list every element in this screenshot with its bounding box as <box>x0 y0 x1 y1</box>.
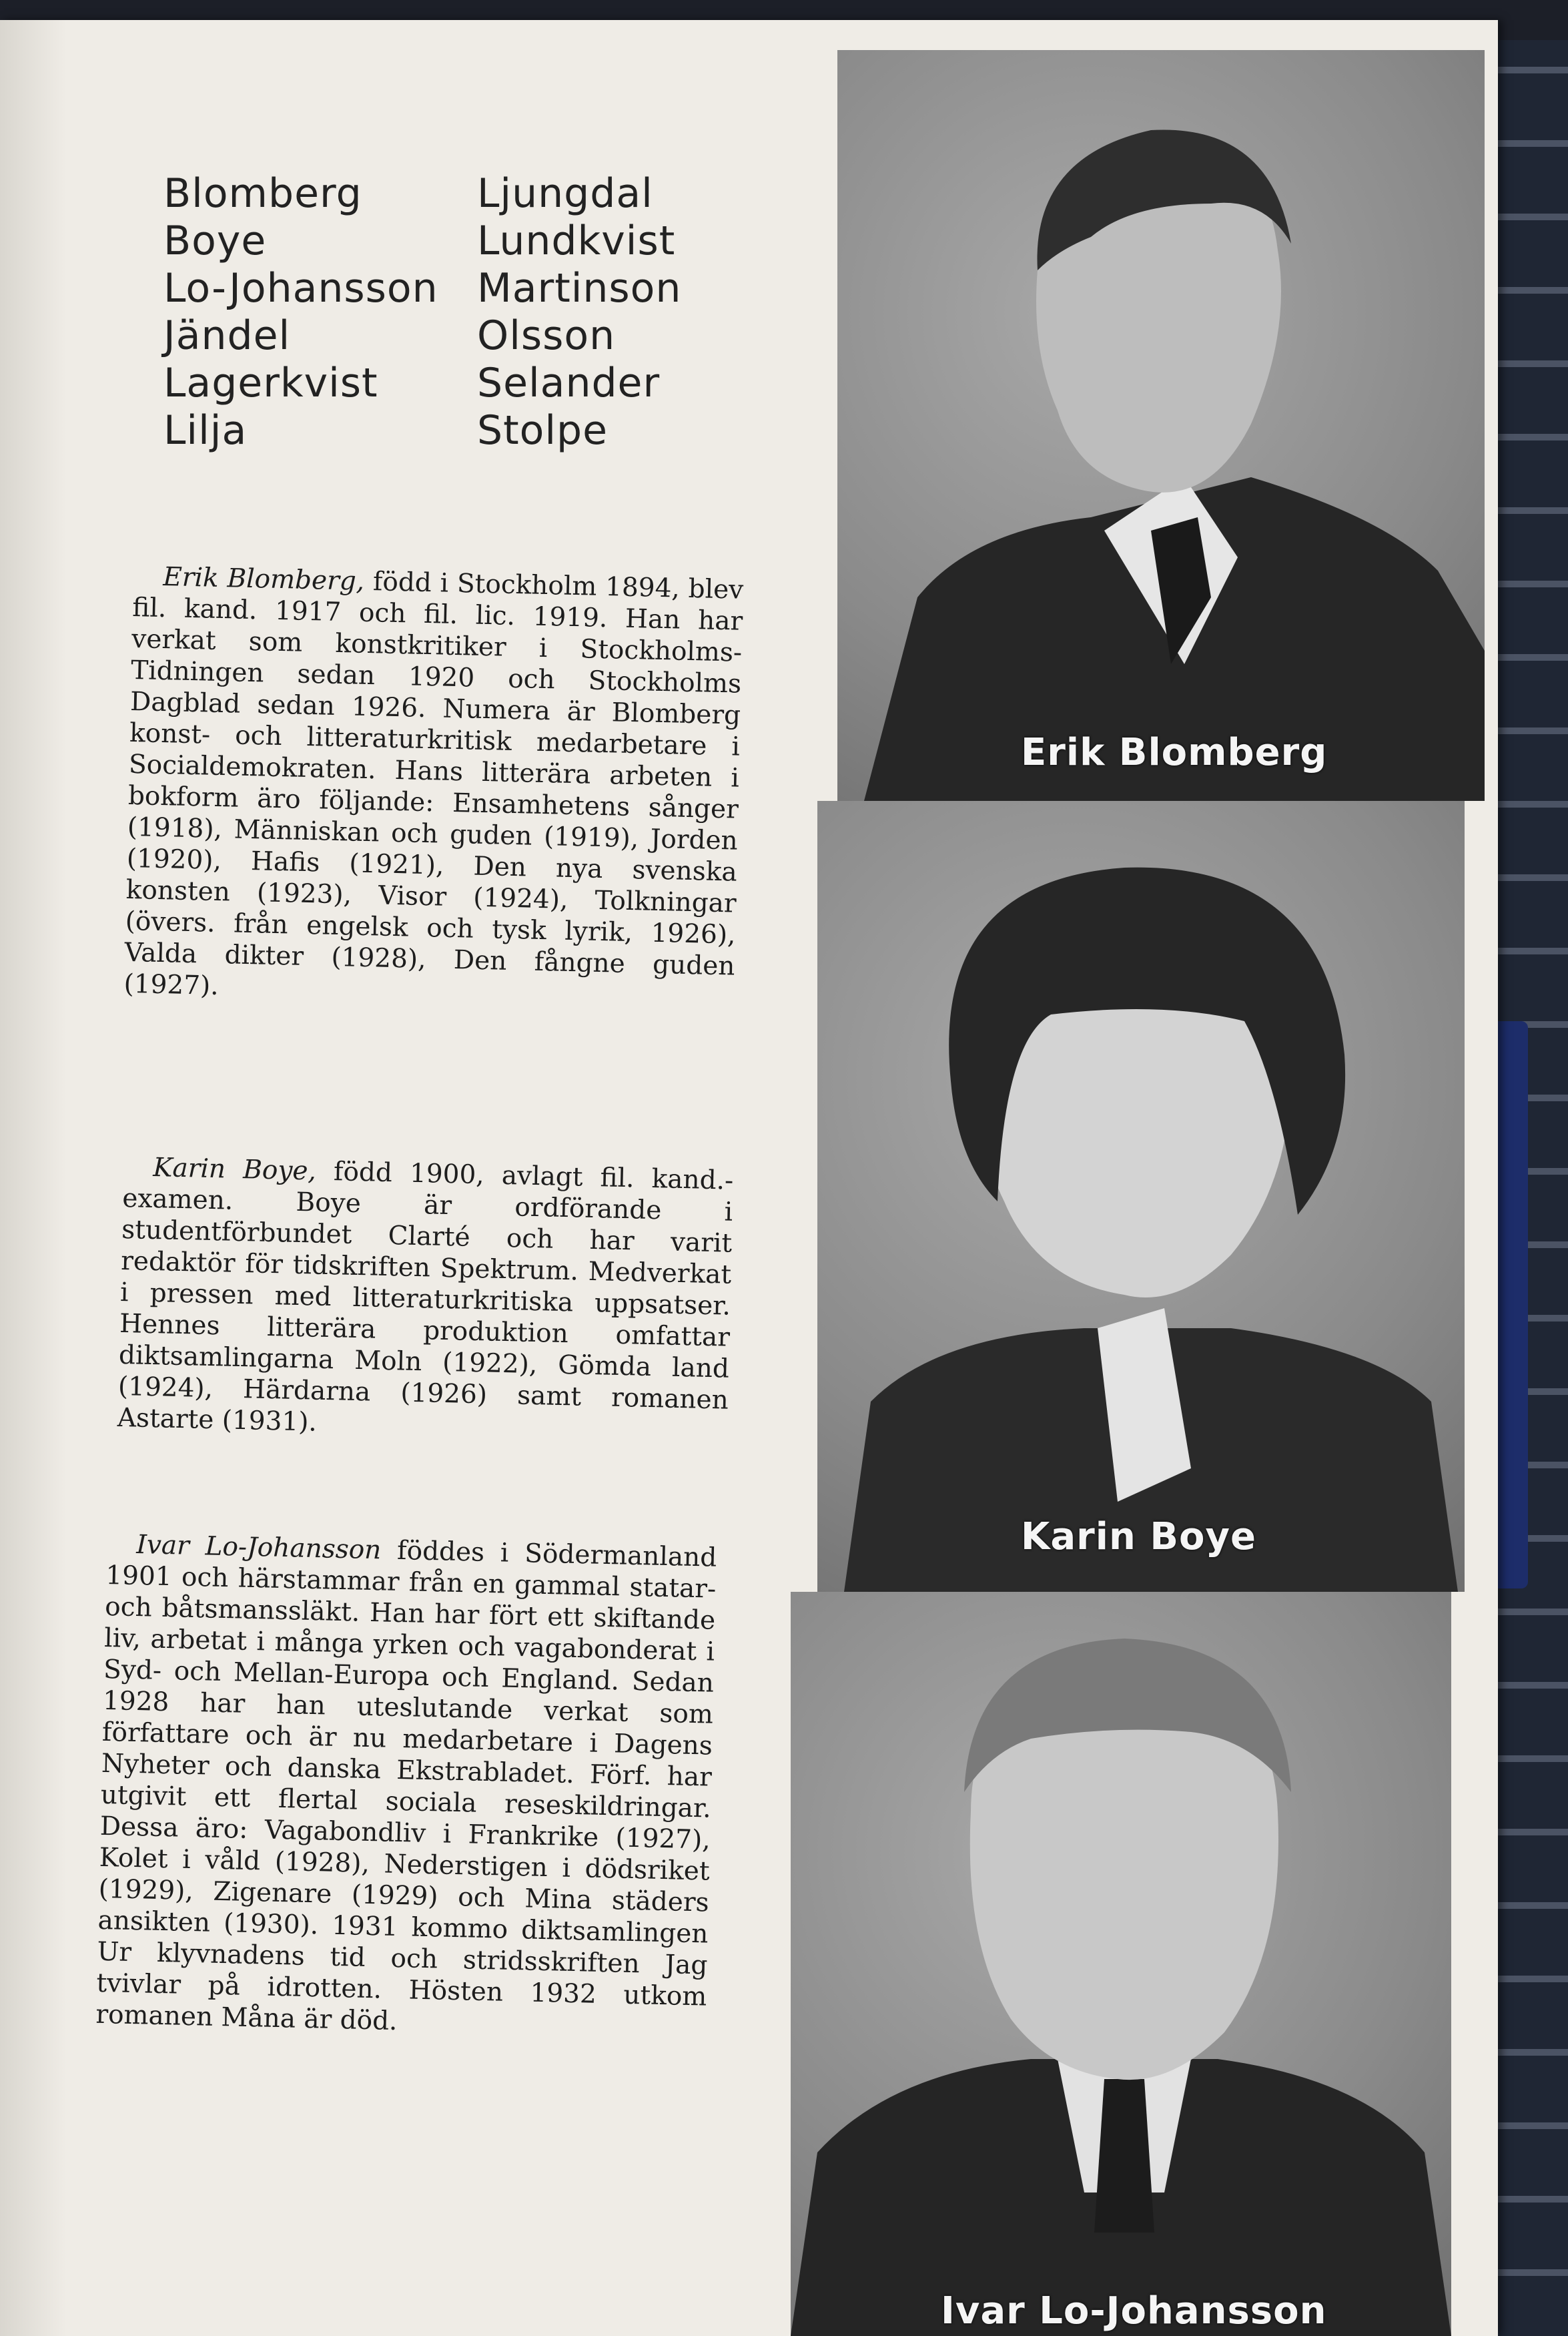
biography-name: Karin Boye, <box>152 1153 317 1187</box>
biography-name: Erik Blomberg, <box>162 562 365 597</box>
author-name: Ljungdal <box>477 170 653 217</box>
portrait-caption: Karin Boye <box>1021 1515 1256 1558</box>
author-name: Stolpe <box>477 407 608 454</box>
biography-blomberg <box>123 561 744 1014</box>
biography-text: född i Stockholm 1894, blev fil. kand. 1917 och fil. lic. 1919. Han har verkat som konstkritiker i Stockholms-Tidningen sedan 1920 och Stockholms Dagblad sedan 1926. Numera är Blomberg konst- och litteraturkritisk medarbetare i Socialdemokraten. Hans litterära arbeten i bokform äro följande: Ensamhetens sånger (1918), Människan och guden (1919), Jorden (1920), Hafis (1921), Den nya svenska konsten (1923), Visor (1924), Tolkningar (övers. från engelsk och tysk lyrik, 1926), Valda dikter (1928), Den fångne guden (1927). <box>123 566 744 1002</box>
biography-text: född 1900, avlagt fil. kand.-examen. Boye är ordförande i studentförbundet Clarté och har varit redaktör för tidskriften Spektrum. Medverkat i pressen med litteraturkritiska uppsatser. Hennes litterära produktion omfattar diktsamlingarna Moln (1922), Gömda land (1924), Härdarna (1926) samt romanen Astarte (1931). <box>117 1156 734 1438</box>
author-name: Lilja <box>163 407 248 454</box>
portrait-photo-lo-johansson <box>791 1592 1451 2336</box>
author-name: Selander <box>477 360 661 406</box>
author-name: Blomberg <box>163 170 362 217</box>
author-name: Lo-Johansson <box>163 265 438 312</box>
biography-name: Ivar Lo-Johansson <box>135 1530 382 1566</box>
page-gutter-shadow <box>0 20 67 2336</box>
author-name: Olsson <box>477 312 616 359</box>
author-name: Boye <box>163 218 267 264</box>
author-name: Jändel <box>163 312 291 359</box>
portrait-illustration <box>837 50 1485 801</box>
author-name-list-left <box>163 170 438 455</box>
author-name: Lundkvist <box>477 218 676 264</box>
biography-text: föddes i Södermanland 1901 och härstammar från en gammal statar- och båtsmanssläkt. Han har fört ett skiftande liv, arbetat i många yrken och vagabonderat i Syd- och Mellan-Europa och England. Sedan 1928 har han uteslutande verkat som författare och är nu medarbetare i Dagens Nyheter och danska Ekstrabladet. Förf. har utgivit ett flertal sociala reseskildringar. Dessa äro: Vagabondliv i Frankrike (1927), Kolet i våld (1928), Nederstigen i dödsriket (1929), Zigenare (1929) och Mina städers ansikten (1930). 1931 kommo diktsamlingen Ur klyvnadens tid och stridsskriften Jag tvivlar på idrotten. Hösten 1932 utkom romanen Måna är död. <box>95 1535 717 2037</box>
portrait-illustration <box>791 1592 1451 2336</box>
portrait-illustration <box>817 801 1465 1592</box>
author-name: Martinson <box>477 265 682 312</box>
portrait-caption: Erik Blomberg <box>1021 731 1328 774</box>
author-name-list-right <box>477 170 681 455</box>
author-name: Lagerkvist <box>163 360 378 406</box>
portrait-photo-blomberg <box>837 50 1485 801</box>
portrait-caption: Ivar Lo-Johansson <box>941 2289 1327 2333</box>
biography-boye <box>117 1151 733 1448</box>
biography-lo-johansson <box>95 1528 717 2044</box>
portrait-photo-boye <box>817 801 1465 1592</box>
